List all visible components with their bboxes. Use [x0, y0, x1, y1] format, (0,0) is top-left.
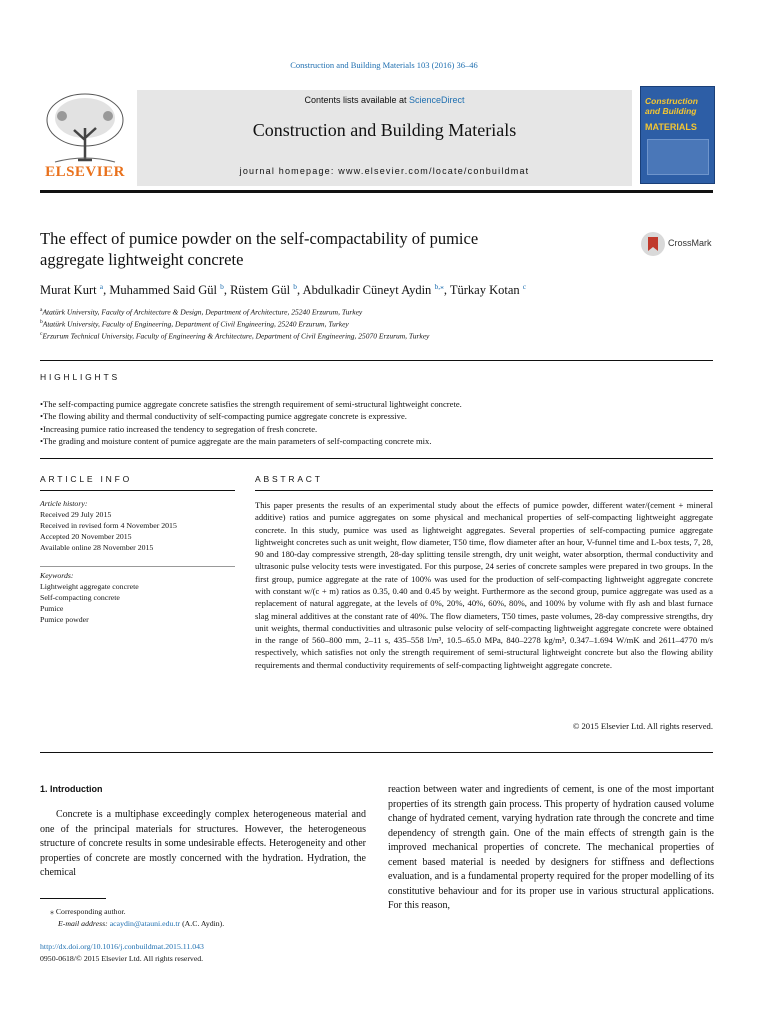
- abstract-heading: ABSTRACT: [255, 474, 323, 484]
- highlight-item: • Increasing pumice ratio increased the tendency to segregation of fresh concrete.: [40, 423, 720, 435]
- journal-citation[interactable]: Construction and Building Materials 103 (2016) 36–46: [290, 60, 478, 70]
- section-rule: [40, 360, 713, 361]
- keywords: [40, 570, 240, 625]
- intro-left-column: Concrete is a multiphase exceedingly complex heterogeneous material and one of the principal materials for structures. However, the heterogeneous structure of concrete results in some undesirable effects. Heterogeneity and other properties of concrete are mostly concerned with the hydration. Hydration, the chemical: [40, 809, 366, 878]
- title-line-1: The effect of pumice powder on the self-compactability of pumice: [40, 229, 479, 248]
- keyword: Pumice powder: [40, 615, 89, 625]
- keyword: Self-compacting concrete: [40, 593, 120, 603]
- cover-image: [647, 139, 709, 175]
- doi-block: [40, 941, 370, 964]
- article-title: [40, 228, 600, 271]
- crossmark-icon: [640, 231, 666, 257]
- affiliations: [40, 306, 720, 341]
- journal-cover[interactable]: [640, 86, 715, 184]
- homepage-prefix: journal homepage:: [239, 166, 339, 176]
- sciencedirect-link[interactable]: ScienceDirect: [409, 95, 465, 105]
- section-rule: [40, 458, 713, 459]
- email-note: E-mail address: acaydin@atauni.edu.tr (A.C. Aydin).: [58, 918, 225, 928]
- abstract-rule: [255, 490, 713, 491]
- author[interactable]: Muhammed Said Gül $^b$: [109, 282, 224, 298]
- footnote-rule: [40, 898, 106, 899]
- journal-homepage: [137, 166, 632, 176]
- affiliation: $^c$Erzurum Technical University, Faculty of Engineering & Architecture, Department of Civil Engineering, 25070 Erzurum, Turkey: [40, 330, 430, 340]
- cover-title: Construction and Building: [645, 96, 698, 116]
- keyword: Lightweight aggregate concrete: [40, 582, 139, 592]
- article-history: [40, 498, 240, 553]
- keywords-rule: [40, 566, 235, 567]
- homepage-url[interactable]: www.elsevier.com/locate/conbuildmat: [338, 166, 530, 176]
- crossmark-label: CrossMark: [668, 238, 712, 248]
- keyword: Pumice: [40, 604, 64, 614]
- highlights-list: [40, 398, 720, 448]
- intro-right-column: reaction between water and ingredients of cement, is one of the most important properties of its strength gain process. This property of hydration caused volume change of hydrated cement, varying hydration rate through the concrete and time dependency of strength gain. One of the main effects of strength gain is the improved mechanical properties of concrete. The mechanical properties of cement based material is needed by designers for stiffness and deflections evaluation, and is a fundamental property required for the proper modelling of its constitutive behaviour and for its proper use in various structural applications. For this reason,: [388, 784, 714, 911]
- author-list: Murat Kurt $^a$, Muhammed Said Gül $^b$, Rüstem Gül $^b$, Abdulkadir Cüneyt Aydin $^{b,⁎}$, Türkay Kotan $^c$: [40, 282, 527, 298]
- publisher-name: ELSEVIER: [45, 164, 125, 180]
- contents-prefix: Contents lists available at: [304, 95, 410, 105]
- history-item: Available online 28 November 2015: [40, 543, 154, 553]
- section-rule: [40, 752, 713, 753]
- author[interactable]: Rüstem Gül $^b$: [230, 282, 298, 298]
- crossmark-badge[interactable]: [640, 231, 720, 257]
- keywords-label: Keywords:: [40, 571, 74, 580]
- highlight-item: • The self-compacting pumice aggregate concrete satisfies the strength requirement of semi-structural lightweight concrete.: [40, 398, 720, 410]
- journal-title: Construction and Building Materials: [252, 120, 517, 140]
- title-line-2: aggregate lightweight concrete: [40, 250, 244, 270]
- corresponding-author-note: ⁎ Corresponding author.: [50, 907, 126, 916]
- abstract-copyright: © 2015 Elsevier Ltd. All rights reserved.: [572, 721, 713, 731]
- email-link[interactable]: acaydin@atauni.edu.tr: [109, 918, 181, 928]
- cover-subtitle: MATERIALS: [645, 122, 697, 132]
- affiliation: $^a$Atatürk University, Faculty of Architecture & Design, Department of Architecture, 25240 Erzurum, Turkey: [40, 307, 363, 317]
- article-info-rule: [40, 490, 235, 491]
- highlights-heading: HIGHLIGHTS: [40, 372, 120, 382]
- highlight-item: • The flowing ability and thermal conductivity of self-compacting pumice aggregate concrete is expressive.: [40, 410, 720, 422]
- intro-heading: 1. Introduction: [40, 784, 103, 794]
- affiliation: $^b$Atatürk University, Faculty of Engineering, Department of Civil Engineering, 25240 Erzurum, Turkey: [40, 318, 349, 329]
- history-item: Received in revised form 4 November 2015: [40, 521, 177, 531]
- author[interactable]: Abdulkadir Cüneyt Aydin $^{b,⁎}$: [302, 282, 444, 298]
- header-rule: [40, 190, 713, 193]
- issn-line: 0950-0618/© 2015 Elsevier Ltd. All rights reserved.: [40, 953, 204, 963]
- highlight-item: • The grading and moisture content of pumice aggregate are the main parameters of self-compacting concrete mix.: [40, 435, 720, 447]
- author[interactable]: Türkay Kotan $^c$: [449, 282, 527, 298]
- abstract-text: This paper presents the results of an experimental study about the effects of pumice powder, different water/(cement + mineral additive) ratios and pumice aggregates on some physical and mechanical properties of self-compacting lightweight aggregate concrete. In this study, pumice was used as lightweight aggregates. Several properties of self-compacting pumice aggregate lightweight concretes such as unit weight, flow diameter, T50 time, flow diameter after an hour, V-funnel time and L-box tests, 7, 28, 90 and 180-day compressive strength, 28-day splitting tensile strength, dry unit weight, water absorption, thermal conductivity and ultrasonic pulse velocity tests were investigated. For this purpose, 24 series of concrete samples were prepared in two groups. In the first group, pumice aggregate at the rate of 100% was used for the production of self-compacting lightweight aggregate concrete with constant w/(c + m) ratios as 0.35, 0.40 and 0.45 by weight. Furthermore as the second group, pumice aggregate was used as a replacement of natural aggregate, at the levels of 0%, 20%, 40%, 60%, 80%, and 100% by volume with fly ash and blast furnace slag mineral additives at the constant rate of 40%. The flow diameters, T50 times, paste volumes, 28-day compressive strengths, dry unit weights, thermal conductivities and ultrasonic pulse velocity of self-compacting lightweight aggregate concrete were obtained in the range of 560–800 mm, 2–11 s, 435–558 l/m³, 10.5–65.0 MPa, 840–2278 kg/m³, 0.347–1.694 W/mK and 2611–4770 m/s respectively, which satisfies not only the strength requirement of semi-structural lightweight concrete but also the flowing ability requirements and thermal conductivity requirements of self-compacting lightweight aggregate concrete.: [255, 500, 713, 670]
- footnotes: [40, 906, 370, 929]
- doi-link[interactable]: http://dx.doi.org/10.1016/j.conbuildmat.2015.11.043: [40, 942, 204, 951]
- article-info-heading: ARTICLE INFO: [40, 474, 133, 484]
- history-item: Received 29 July 2015: [40, 510, 112, 520]
- author[interactable]: Murat Kurt $^a$: [40, 282, 104, 298]
- history-label: Article history:: [40, 499, 88, 508]
- history-item: Accepted 20 November 2015: [40, 532, 132, 542]
- contents-line: [137, 95, 632, 105]
